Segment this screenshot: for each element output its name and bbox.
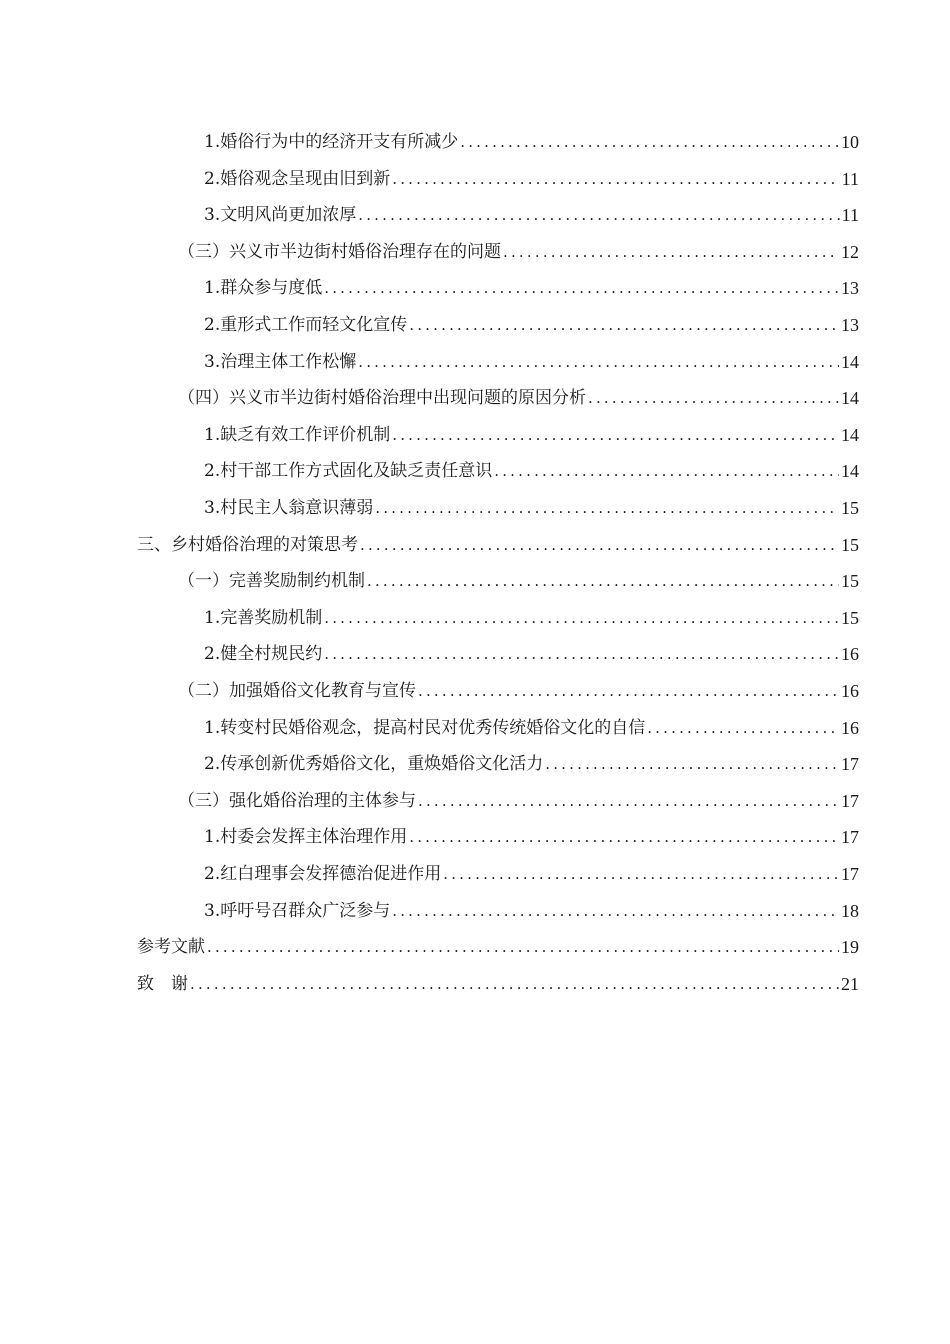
- toc-leader-dots: [409, 314, 839, 336]
- toc-entry-title: （三）强化婚俗治理的主体参与: [178, 790, 416, 811]
- toc-entry-page-number: 15: [841, 498, 859, 518]
- toc-entry-page-number: 12: [841, 241, 859, 262]
- toc-entry-page-number: 11: [841, 205, 859, 226]
- toc-entry[interactable]: [137, 520, 859, 556]
- toc-entry[interactable]: [204, 190, 859, 226]
- toc-entry-title: 3.文明风尚更加浓厚: [204, 205, 357, 226]
- toc-leader-dots: [418, 680, 839, 702]
- toc-entry-title: 2.红白理事会发挥德治促进作用: [204, 864, 442, 884]
- toc-entry[interactable]: [178, 227, 859, 263]
- toc-entry[interactable]: [204, 154, 859, 190]
- toc-leader-dots: [494, 460, 839, 482]
- toc-entry[interactable]: [204, 849, 859, 885]
- toc-entry-page-number: 21: [841, 973, 859, 994]
- toc-entry-page-number: 10: [841, 132, 859, 152]
- toc-entry-title: 3.呼吁号召群众广泛参与: [204, 900, 391, 921]
- toc-leader-dots: [360, 534, 839, 556]
- toc-entry[interactable]: [204, 629, 859, 665]
- toc-entry-page-number: 15: [841, 571, 859, 592]
- toc-entry-title: 3.治理主体工作松懈: [204, 351, 357, 372]
- toc-entry-page-number: 17: [841, 827, 859, 848]
- toc-leader-dots: [392, 424, 839, 446]
- toc-entry-title: 2.村干部工作方式固化及缺乏责任意识: [204, 461, 493, 482]
- toc-entry-page-number: 17: [841, 754, 859, 775]
- toc-entry-page-number: 11: [841, 168, 859, 189]
- toc-entry[interactable]: [178, 776, 859, 812]
- toc-entry[interactable]: [204, 886, 859, 922]
- toc-entry[interactable]: [178, 556, 859, 592]
- toc-entry[interactable]: [204, 812, 859, 848]
- toc-entry[interactable]: [204, 300, 859, 336]
- toc-entry-page-number: 14: [841, 388, 859, 409]
- toc-leader-dots: [375, 497, 839, 519]
- toc-entry-title: 参考文献: [137, 937, 205, 958]
- toc-leader-dots: [647, 717, 839, 739]
- toc-entry-page-number: 15: [841, 534, 859, 555]
- toc-entry-page-number: 17: [841, 864, 859, 884]
- toc-entry[interactable]: [178, 373, 859, 409]
- toc-entry-title: 3.村民主人翁意识薄弱: [204, 498, 374, 518]
- toc-entry[interactable]: [204, 337, 859, 373]
- toc-entry[interactable]: [204, 739, 859, 775]
- toc-entry-page-number: 16: [841, 717, 859, 738]
- toc-entry-page-number: 19: [841, 937, 859, 958]
- toc-entry-title: 2.重形式工作而轻文化宣传: [204, 315, 408, 335]
- toc-leader-dots: [545, 753, 839, 775]
- toc-entry[interactable]: [204, 593, 859, 629]
- toc-entry-title: 1.完善奖励机制: [204, 607, 323, 628]
- toc-leader-dots: [358, 351, 839, 373]
- toc-entry-title: 1.群众参与度低: [204, 278, 323, 299]
- toc-entry[interactable]: [204, 703, 859, 739]
- toc-entry-title: （三）兴义市半边街村婚俗治理存在的问题: [178, 241, 501, 262]
- toc-entry-page-number: 17: [841, 790, 859, 811]
- toc-entry-page-number: 14: [841, 351, 859, 372]
- toc-entry[interactable]: [137, 959, 859, 995]
- toc-entry-title: 2.健全村规民约: [204, 644, 323, 665]
- toc-leader-dots: [324, 607, 839, 629]
- toc-leader-dots: [367, 570, 839, 592]
- toc-leader-dots: [358, 204, 839, 226]
- toc-entry-title: 1.转变村民婚俗观念，提高村民对优秀传统婚俗文化的自信: [204, 717, 646, 738]
- toc-entry-page-number: 13: [841, 315, 859, 335]
- toc-leader-dots: [588, 387, 839, 409]
- toc-leader-dots: [324, 643, 839, 665]
- toc-entry-title: （四）兴义市半边街村婚俗治理中出现问题的原因分析: [178, 388, 586, 409]
- toc-entry-title: 2.传承创新优秀婚俗文化，重焕婚俗文化活力: [204, 754, 544, 775]
- toc-entry-page-number: 18: [841, 900, 859, 921]
- toc-leader-dots: [190, 973, 839, 995]
- toc-entry[interactable]: [178, 666, 859, 702]
- toc-entry[interactable]: [204, 263, 859, 299]
- toc-leader-dots: [409, 826, 839, 848]
- toc-entry-title: 1.婚俗行为中的经济开支有所减少: [204, 132, 459, 152]
- toc-entry[interactable]: [204, 117, 859, 153]
- toc-leader-dots: [392, 168, 839, 190]
- toc-leader-dots: [418, 790, 839, 812]
- toc-leader-dots: [503, 241, 839, 263]
- toc-entry-title: 三、乡村婚俗治理的对策思考: [137, 534, 358, 555]
- toc-entry-title: 2.婚俗观念呈现由旧到新: [204, 168, 391, 189]
- toc-entry-page-number: 13: [841, 278, 859, 299]
- toc-entry[interactable]: [204, 446, 859, 482]
- toc-leader-dots: [207, 936, 839, 958]
- toc-leader-dots: [324, 277, 839, 299]
- toc-leader-dots: [460, 131, 839, 153]
- toc-entry[interactable]: [137, 922, 859, 958]
- toc-entry-page-number: 15: [841, 607, 859, 628]
- toc-entry-title: 1.缺乏有效工作评价机制: [204, 424, 391, 445]
- toc-entry-title: （二）加强婚俗文化教育与宣传: [178, 681, 416, 701]
- toc-leader-dots: [443, 863, 839, 885]
- toc-entry-page-number: 14: [841, 424, 859, 445]
- toc-entry-title: 致 谢: [137, 973, 188, 994]
- toc-entry-page-number: 16: [841, 681, 859, 701]
- toc-entry-page-number: 16: [841, 644, 859, 665]
- toc-entry-title: （一）完善奖励制约机制: [178, 571, 365, 592]
- toc-entry-title: 1.村委会发挥主体治理作用: [204, 827, 408, 848]
- toc-entry[interactable]: [204, 410, 859, 446]
- toc-entry[interactable]: [204, 483, 859, 519]
- toc-entry-page-number: 14: [841, 461, 859, 482]
- toc-leader-dots: [392, 900, 839, 922]
